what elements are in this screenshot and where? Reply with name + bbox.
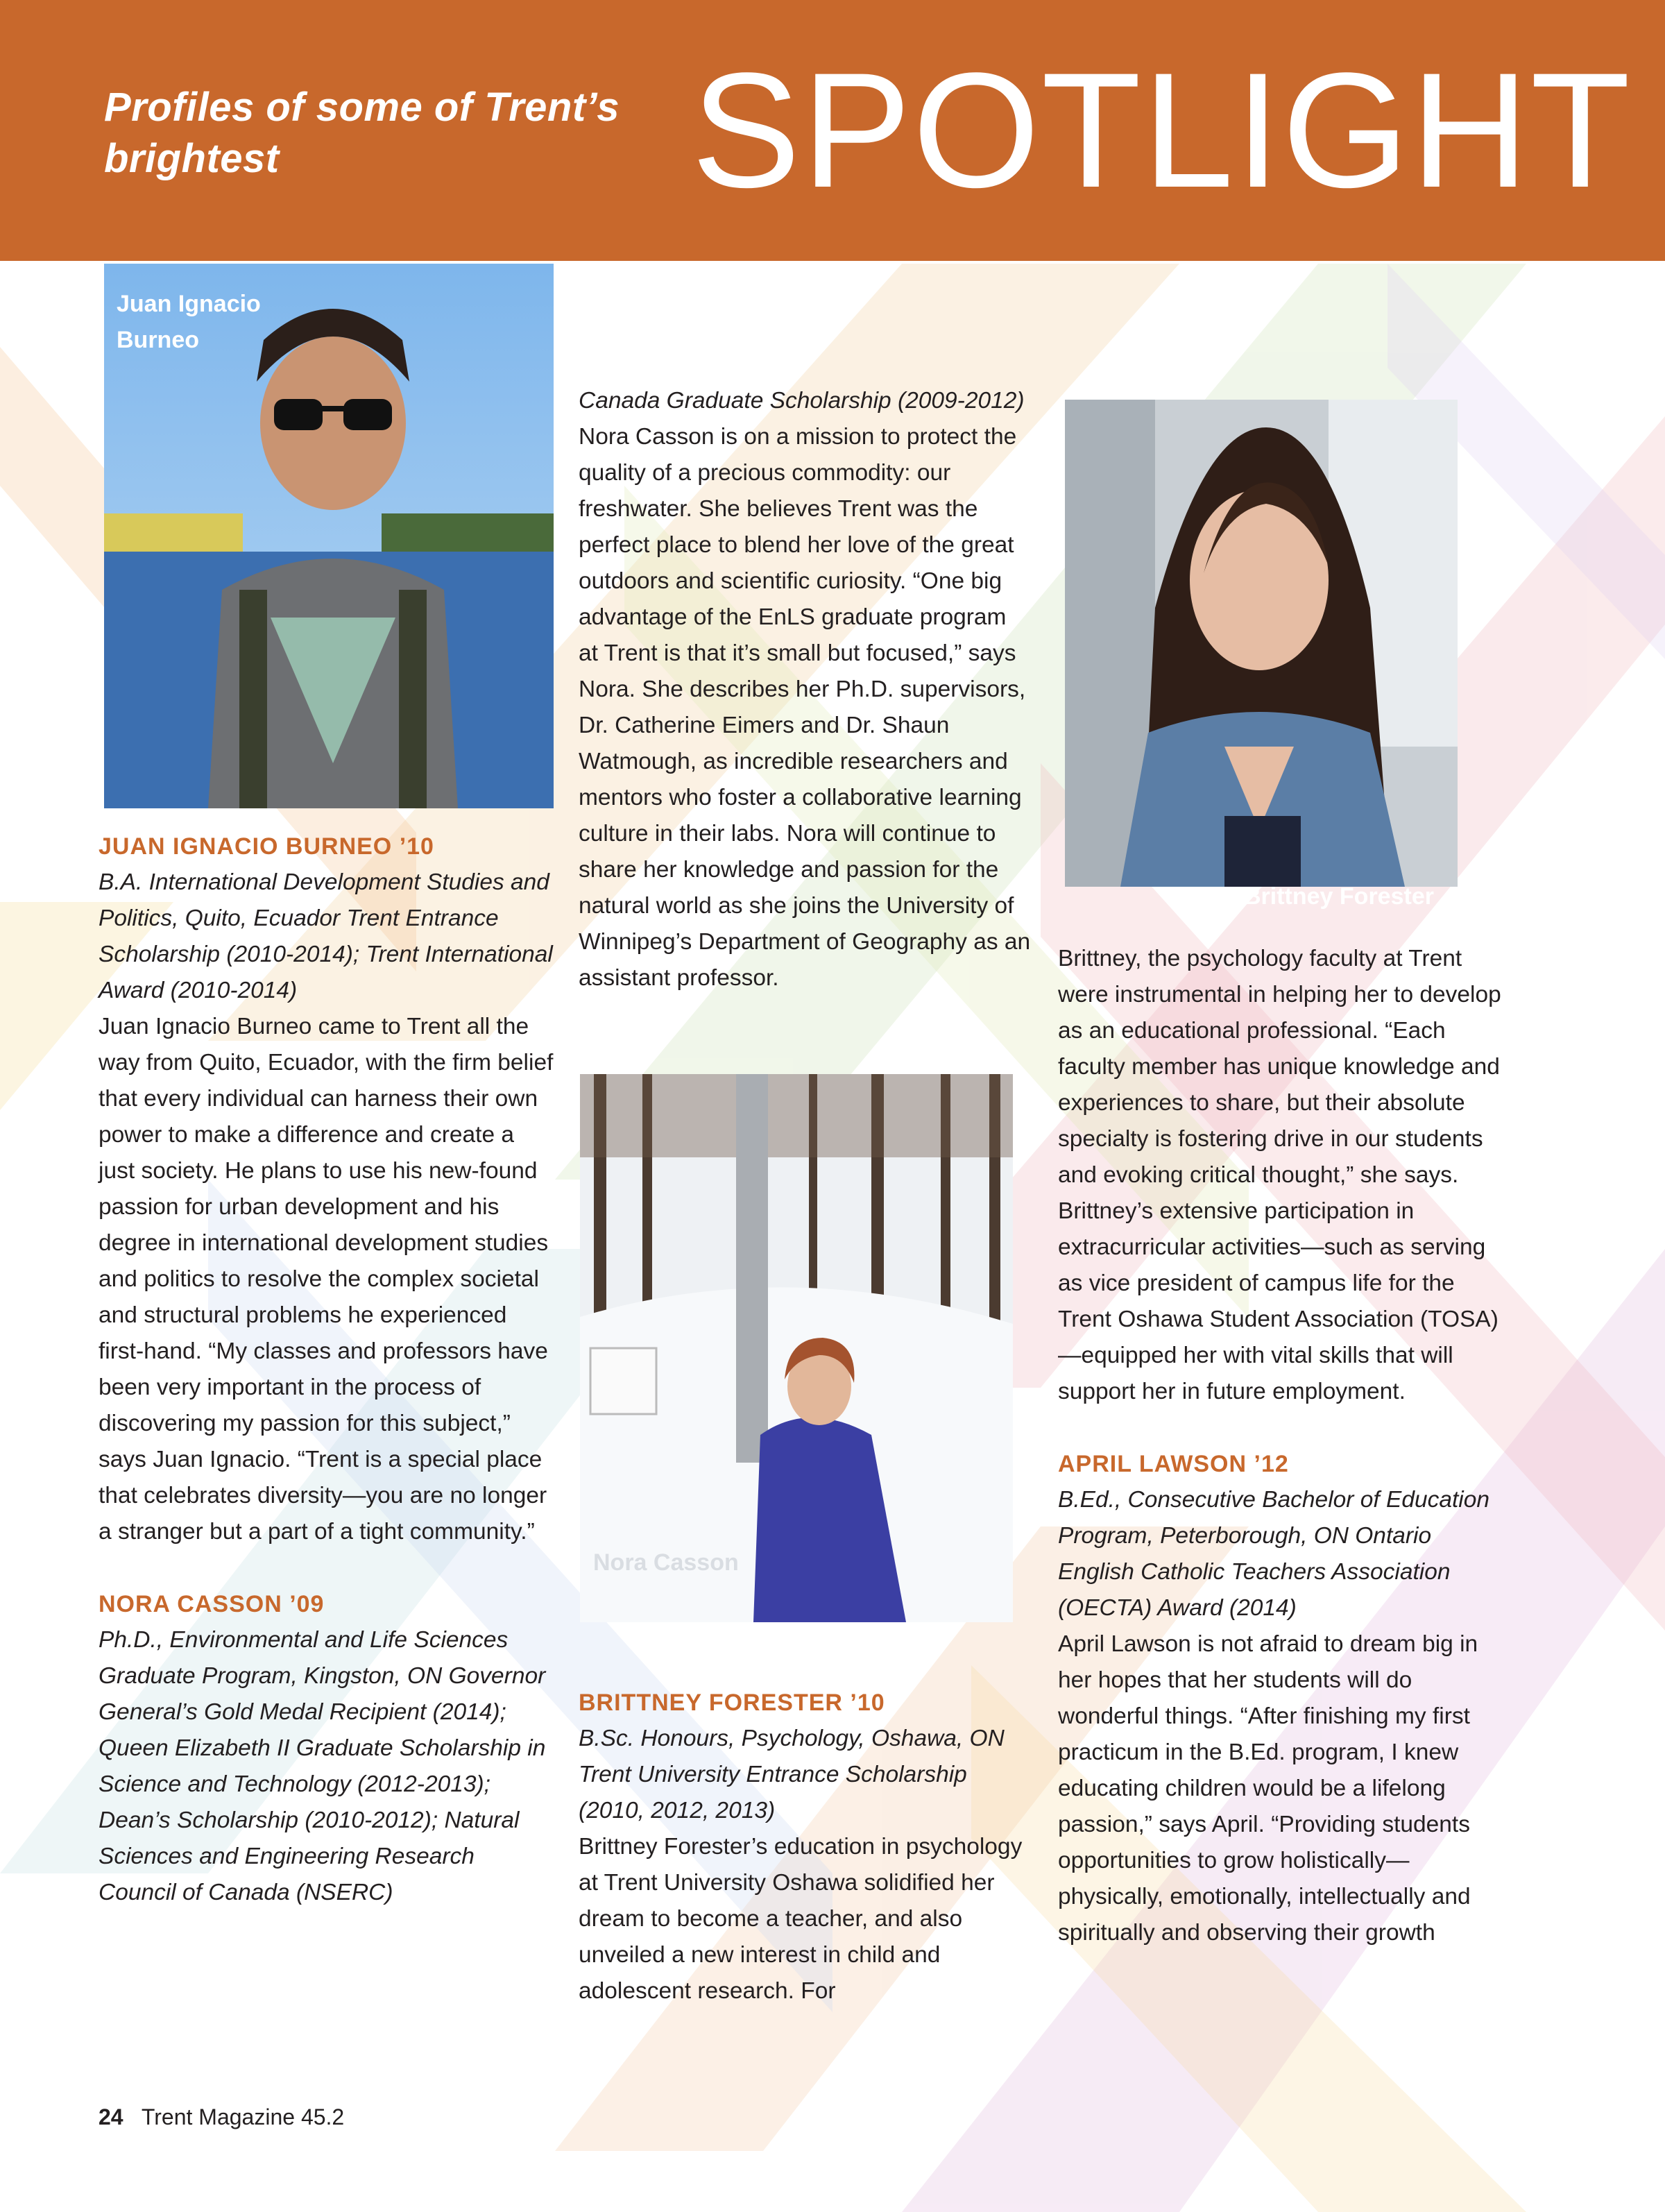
april-body: April Lawson is not afraid to dream big in her hopes that her students will do wonderful things. “After finishing my first practicum in the B.Ed. program, I knew educating children would be a lifelong passion,” says April. “Providing students opportunities to grow holistically—physically, emotionally, intellectually and spiritually and observing their growth	[1058, 1631, 1478, 1946]
april-details: B.Ed., Consecutive Bachelor of Education Program, Peterborough, ON Ontario English Catholic Teachers Association (OECTA) Award (2014)	[1058, 1487, 1489, 1621]
nora-details-continued: Canada Graduate Scholarship (2009-2012)	[579, 388, 1025, 414]
brittney-body-continued: Brittney, the psychology faculty at Trent were instrumental in helping her to develop as an educational professional. “Each faculty member has unique knowledge and experiences to share, but their absolute specialty is fostering drive in our students and evoking critical thought,” she says. Brittney’s extensive participation in extracurricular activities—such as serving as vice president of campus life for the Trent Oshawa Student Association (TOSA)—equipped her with vital skills that will support her in future employment.	[1058, 946, 1501, 1404]
nora-details: Ph.D., Environmental and Life Sciences Graduate Program, Kingston, ON Governor General’s Gold Medal Recipient (2014); Queen Elizabeth II Graduate Scholarship in Science and Technology (2012-2013); Dean’s Scholarship (2010-2012); Natural Sciences and Engineering Research Council of Canada (NSERC)	[99, 1627, 546, 1905]
juan-name: JUAN IGNACIO BURNEO ’10	[99, 833, 434, 860]
page-number: 24	[99, 2104, 123, 2129]
column-1	[99, 828, 556, 1911]
juan-details: B.A. International Development Studies and Politics, Quito, Ecuador Trent Entrance Scholarship (2010-2014); Trent International Award (2010-2014)	[99, 869, 553, 1003]
juan-body: Juan Ignacio Burneo came to Trent all the way from Quito, Ecuador, with the firm belief that every individual can harness their own power to make a difference and create a just society. He plans to use his new-found passion for urban development and his degree in international development studies and politics to resolve the complex societal and structural problems he experienced first-hand. “My classes and professors have been very important in the process of discovering my passion for this subject,” says Juan Ignacio. “Trent is a special place that celebrates diversity—you are no longer a stranger but a part of a tight community.”	[99, 1014, 554, 1545]
april-name: APRIL LAWSON ’12	[1058, 1451, 1289, 1477]
header-title: SPOTLIGHT	[691, 39, 1632, 222]
page-footer	[99, 2104, 344, 2130]
nora-photo-caption: Nora Casson	[593, 1549, 739, 1576]
nora-photo	[580, 1074, 1013, 1622]
brittney-photo-caption: Brittney Forester	[1244, 883, 1434, 910]
header-subtitle: Profiles of some of Trent’s brightest	[104, 85, 620, 181]
nora-body: Nora Casson is on a mission to protect the quality of a precious commodity: our freshwater. She believes Trent was the perfect place to blend her love of the great outdoors and scientific curiosity. “One big advantage of the EnLS graduate program at Trent is that it’s small but focused,” says Nora. She describes her Ph.D. supervisors, Dr. Catherine Eimers and Dr. Shaun Watmough, as incredible researchers and mentors who foster a collaborative learning culture in their labs. Nora will continue to share her knowledge and passion for the natural world as she joins the University of Winnipeg’s Department of Geography as an assistant professor.	[579, 424, 1031, 991]
juan-photo-caption: Juan Ignacio Burneo	[117, 291, 261, 353]
brittney-body: Brittney Forester’s education in psychology at Trent University Oshawa solidified her dream to become a teacher, and also unveiled a new interest in child and adolescent research. For	[579, 1834, 1023, 2004]
column-3	[1058, 941, 1509, 1951]
column-2-top	[579, 383, 1031, 996]
brittney-details: B.Sc. Honours, Psychology, Oshawa, ON Trent University Entrance Scholarship (2010, 2012, 2013)	[579, 1726, 1005, 1823]
header-banner	[0, 0, 1665, 261]
brittney-photo	[1065, 400, 1458, 887]
publication-name: Trent Magazine 45.2	[141, 2104, 345, 2129]
brittney-name: BRITTNEY FORESTER ’10	[579, 1690, 885, 1716]
column-2-bottom	[579, 1685, 1031, 2009]
nora-name: NORA CASSON ’09	[99, 1591, 325, 1617]
